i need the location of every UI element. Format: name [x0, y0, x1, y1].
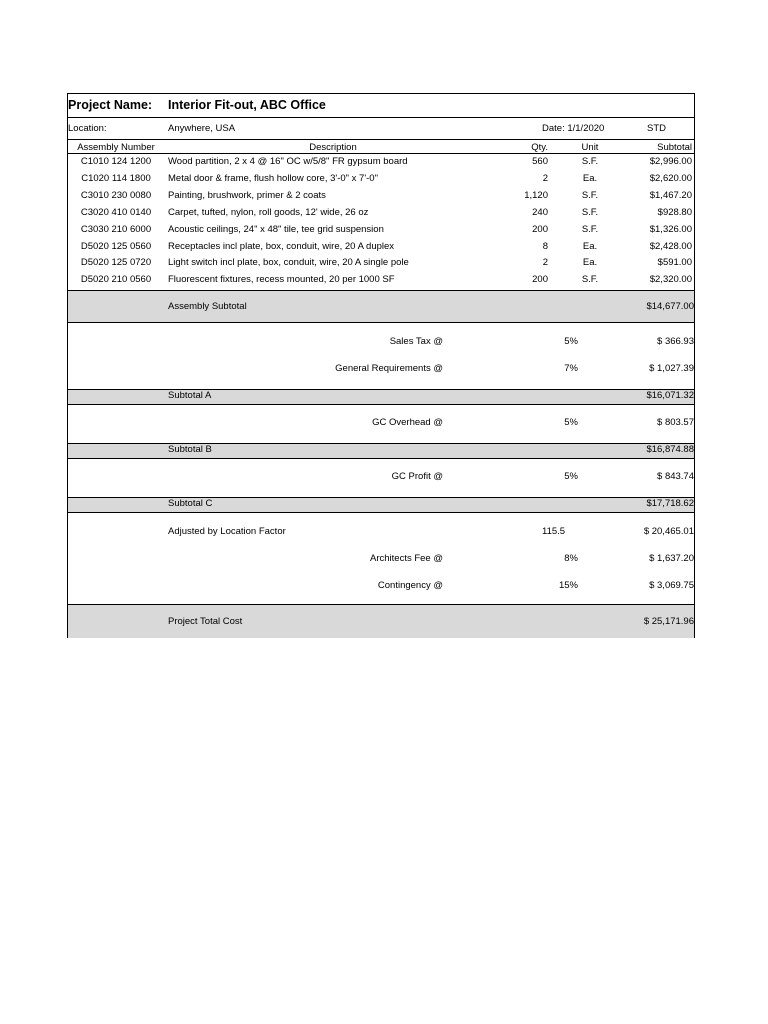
- item-subtotal: $2,620.00: [649, 172, 692, 184]
- gc-overhead-label: GC Overhead @: [372, 417, 443, 428]
- subtotal-a-value: $16,071.32: [646, 390, 694, 401]
- column-header-subtotal: Subtotal: [657, 142, 692, 153]
- item-subtotal: $2,320.00: [649, 274, 692, 286]
- gc-overhead-rate: 5%: [564, 417, 578, 428]
- assembly-number: C3030 210 6000: [80, 223, 152, 235]
- column-header-description: Description: [309, 142, 357, 153]
- item-qty: 8: [542, 240, 548, 252]
- assembly-number: C1010 124 1200: [80, 156, 152, 167]
- gc-overhead-value: $ 803.57: [657, 417, 694, 428]
- assembly-number: D5020 125 0560: [80, 240, 152, 252]
- architects-fee-label: Architects Fee @: [370, 553, 443, 564]
- column-header-assembly: Assembly Number: [77, 142, 155, 153]
- item-description: Carpet, tufted, nylon, roll goods, 12' wide, 26 oz: [168, 206, 369, 218]
- item-qty: 2: [542, 257, 548, 269]
- item-subtotal: $1,326.00: [649, 223, 692, 235]
- item-description: Fluorescent fixtures, recess mounted, 20 per 1000 SF: [168, 274, 395, 286]
- subtotal-a-label: Subtotal A: [168, 390, 212, 401]
- column-header-qty: Qty.: [531, 142, 548, 153]
- gc-profit-value: $ 843.74: [657, 471, 694, 482]
- project-total-value: $ 25,171.96: [643, 616, 694, 627]
- item-subtotal: $591.00: [657, 257, 692, 269]
- item-subtotal: $1,467.20: [649, 189, 692, 201]
- item-unit: Ea.: [582, 257, 598, 269]
- location-adjusted-value: $ 20,465.01: [643, 526, 694, 537]
- rule: [68, 290, 694, 291]
- item-subtotal: $2,428.00: [649, 240, 692, 252]
- contingency-rate: 15%: [558, 580, 578, 591]
- location-label: Location:: [68, 123, 107, 134]
- cost-basis: STD: [647, 123, 666, 134]
- general-requirements-value: $ 1,027.39: [649, 363, 694, 374]
- assembly-subtotal-value: $14,677.00: [646, 301, 694, 312]
- rule: [68, 322, 694, 323]
- item-description: Acoustic ceilings, 24" x 48" tile, tee grid suspension: [168, 223, 384, 235]
- rule: [68, 117, 694, 118]
- location-factor-value: 115.5: [542, 526, 566, 537]
- estimate-date: Date: 1/1/2020: [542, 123, 605, 134]
- column-header-unit: Unit: [581, 142, 599, 153]
- location-value: Anywhere, USA: [168, 123, 236, 134]
- item-unit: S.F.: [581, 274, 599, 286]
- assembly-number: C3020 410 0140: [80, 206, 152, 218]
- item-unit: S.F.: [581, 189, 599, 201]
- general-requirements-label: General Requirements @: [335, 363, 443, 374]
- item-description: Painting, brushwork, primer & 2 coats: [168, 189, 326, 201]
- item-qty: 200: [532, 274, 548, 286]
- subtotal-c-value: $17,718.62: [646, 498, 694, 509]
- item-qty: 2: [542, 172, 548, 184]
- rule: [68, 604, 694, 605]
- subtotal-b-label: Subtotal B: [168, 444, 212, 455]
- general-requirements-rate: 7%: [564, 363, 578, 374]
- item-unit: Ea.: [582, 240, 598, 252]
- item-qty: 1,120: [524, 189, 548, 201]
- project-name-label: Project Name:: [68, 98, 153, 112]
- item-description: Metal door & frame, flush hollow core, 3'-0" x 7'-0": [168, 172, 378, 184]
- item-unit: S.F.: [581, 206, 599, 218]
- cost-estimate-sheet: [67, 93, 695, 638]
- subtotal-c-label: Subtotal C: [168, 498, 213, 509]
- sales-tax-label: Sales Tax @: [389, 336, 443, 347]
- item-qty: 200: [532, 223, 548, 235]
- rule: [68, 458, 694, 459]
- location-factor-label: Adjusted by Location Factor: [168, 526, 286, 537]
- item-qty: 240: [532, 206, 548, 218]
- subtotal-b-value: $16,874.88: [646, 444, 694, 455]
- assembly-number: D5020 125 0720: [80, 257, 152, 269]
- item-unit: S.F.: [581, 223, 599, 235]
- item-description: Light switch incl plate, box, conduit, wire, 20 A single pole: [168, 257, 409, 269]
- assembly-number: C3010 230 0080: [80, 189, 152, 201]
- assembly-subtotal-label: Assembly Subtotal: [168, 301, 247, 312]
- item-unit: Ea.: [582, 172, 598, 184]
- assembly-number: D5020 210 0560: [80, 274, 152, 286]
- item-description: Wood partition, 2 x 4 @ 16" OC w/5/8" FR gypsum board: [168, 156, 408, 167]
- sales-tax-rate: 5%: [564, 336, 578, 347]
- item-qty: 560: [532, 156, 548, 167]
- rule: [68, 153, 694, 154]
- contingency-value: $ 3,069.75: [649, 580, 694, 591]
- assembly-number: C1020 114 1800: [81, 172, 151, 184]
- item-subtotal: $2,996.00: [649, 156, 692, 167]
- gc-profit-rate: 5%: [564, 471, 578, 482]
- architects-fee-rate: 8%: [564, 553, 578, 564]
- contingency-label: Contingency @: [377, 580, 443, 591]
- gc-profit-label: GC Profit @: [391, 471, 443, 482]
- architects-fee-value: $ 1,637.20: [649, 553, 694, 564]
- item-unit: S.F.: [581, 156, 599, 167]
- project-total-label: Project Total Cost: [168, 616, 243, 627]
- item-subtotal: $928.80: [657, 206, 692, 218]
- item-description: Receptacles incl plate, box, conduit, wire, 20 A duplex: [168, 240, 395, 252]
- sales-tax-value: $ 366.93: [657, 336, 694, 347]
- rule: [68, 139, 694, 140]
- rule: [68, 512, 694, 513]
- project-name: Interior Fit-out, ABC Office: [168, 98, 326, 112]
- rule: [68, 404, 694, 405]
